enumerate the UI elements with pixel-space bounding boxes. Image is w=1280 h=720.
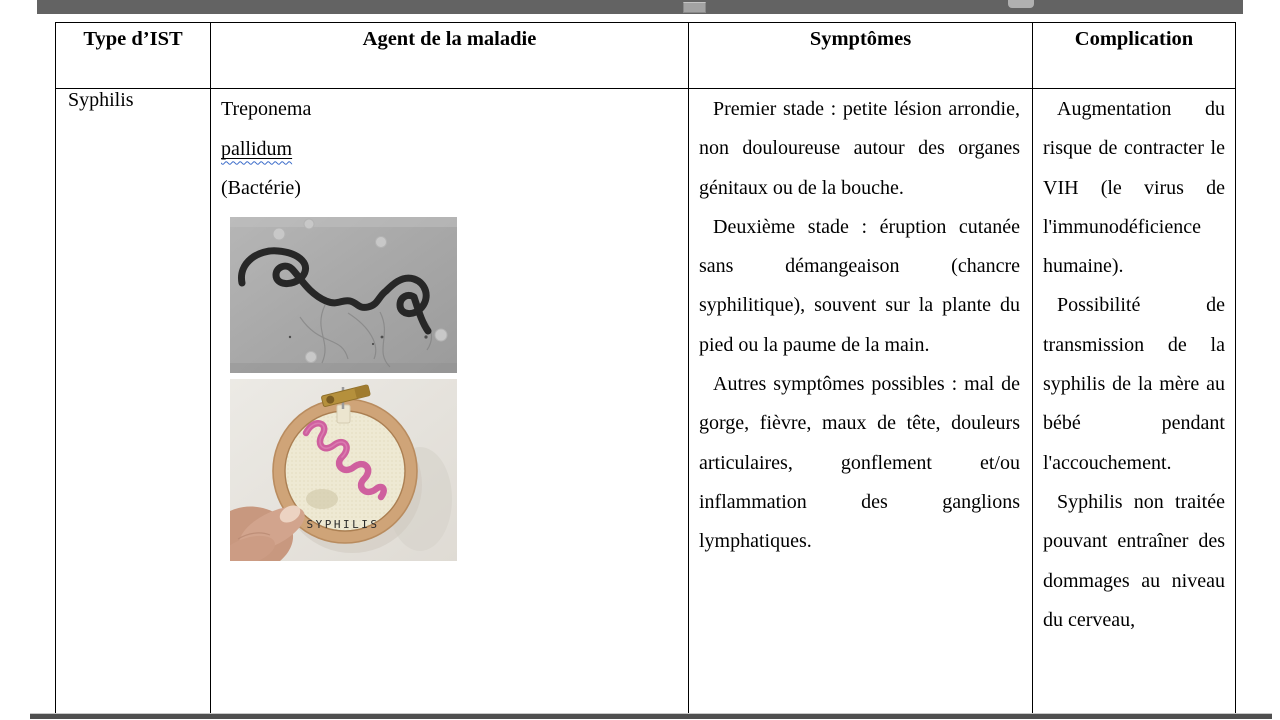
cell-complication (1033, 89, 1236, 714)
symptom-paragraph: Premier stade : petite lésion arrondie, non douloureuse autour des organes génitaux ou de la bouche. (699, 98, 1020, 199)
header-row (56, 23, 1236, 89)
scrollbar-thumb[interactable] (683, 2, 706, 13)
column-header-complication: Complication (1033, 23, 1236, 89)
symptom-paragraph: Deuxième stade : éruption cutanée sans démangeaison (chancre syphilitique), souvent sur la plante du pied ou la paume de la main. (699, 215, 1020, 356)
agent-name-line: (Bactérie) (221, 177, 301, 200)
agent-name-underlined: pallidum (221, 137, 293, 160)
cell-type-ist (56, 89, 211, 714)
agent-name-line: Treponema (221, 98, 312, 120)
syphilis-embroidery-image[interactable] (230, 379, 457, 561)
column-header-agent: Agent de la maladie (211, 23, 689, 89)
column-header-symptomes: Symptômes (689, 23, 1033, 89)
complication-paragraph: Syphilis non traitée pouvant entraîner des dommages au niveau du cerveau, (1043, 490, 1225, 631)
scrollbar-handle-fragment[interactable] (1008, 0, 1034, 8)
complication-paragraph: Possibilité de transmission de la syphilis de la mère au bébé pendant l'accouchement. (1043, 294, 1225, 474)
cell-symptoms (689, 89, 1033, 714)
disease-name: Syphilis (68, 89, 134, 111)
column-header-type-ist: Type d’IST (56, 23, 211, 89)
top-scrollbar[interactable] (37, 0, 1243, 14)
embroidery-label-text: SYPHILIS (306, 517, 380, 531)
treponema-micrograph-image[interactable] (230, 217, 457, 373)
complication-paragraph: Augmentation du risque de contracter le VIH (le virus de l'immunodéficience humaine). (1043, 98, 1225, 278)
table-row-syphilis (56, 89, 1236, 714)
bottom-window-edge (30, 713, 1272, 719)
agent-name-line (221, 130, 682, 170)
ist-table (55, 22, 1236, 714)
symptom-paragraph: Autres symptômes possibles : mal de gorge, fièvre, maux de tête, douleurs articulaires, gonflement et/ou inflammation des ganglions lymphatiques. (699, 373, 1020, 553)
cell-agent (211, 89, 689, 714)
